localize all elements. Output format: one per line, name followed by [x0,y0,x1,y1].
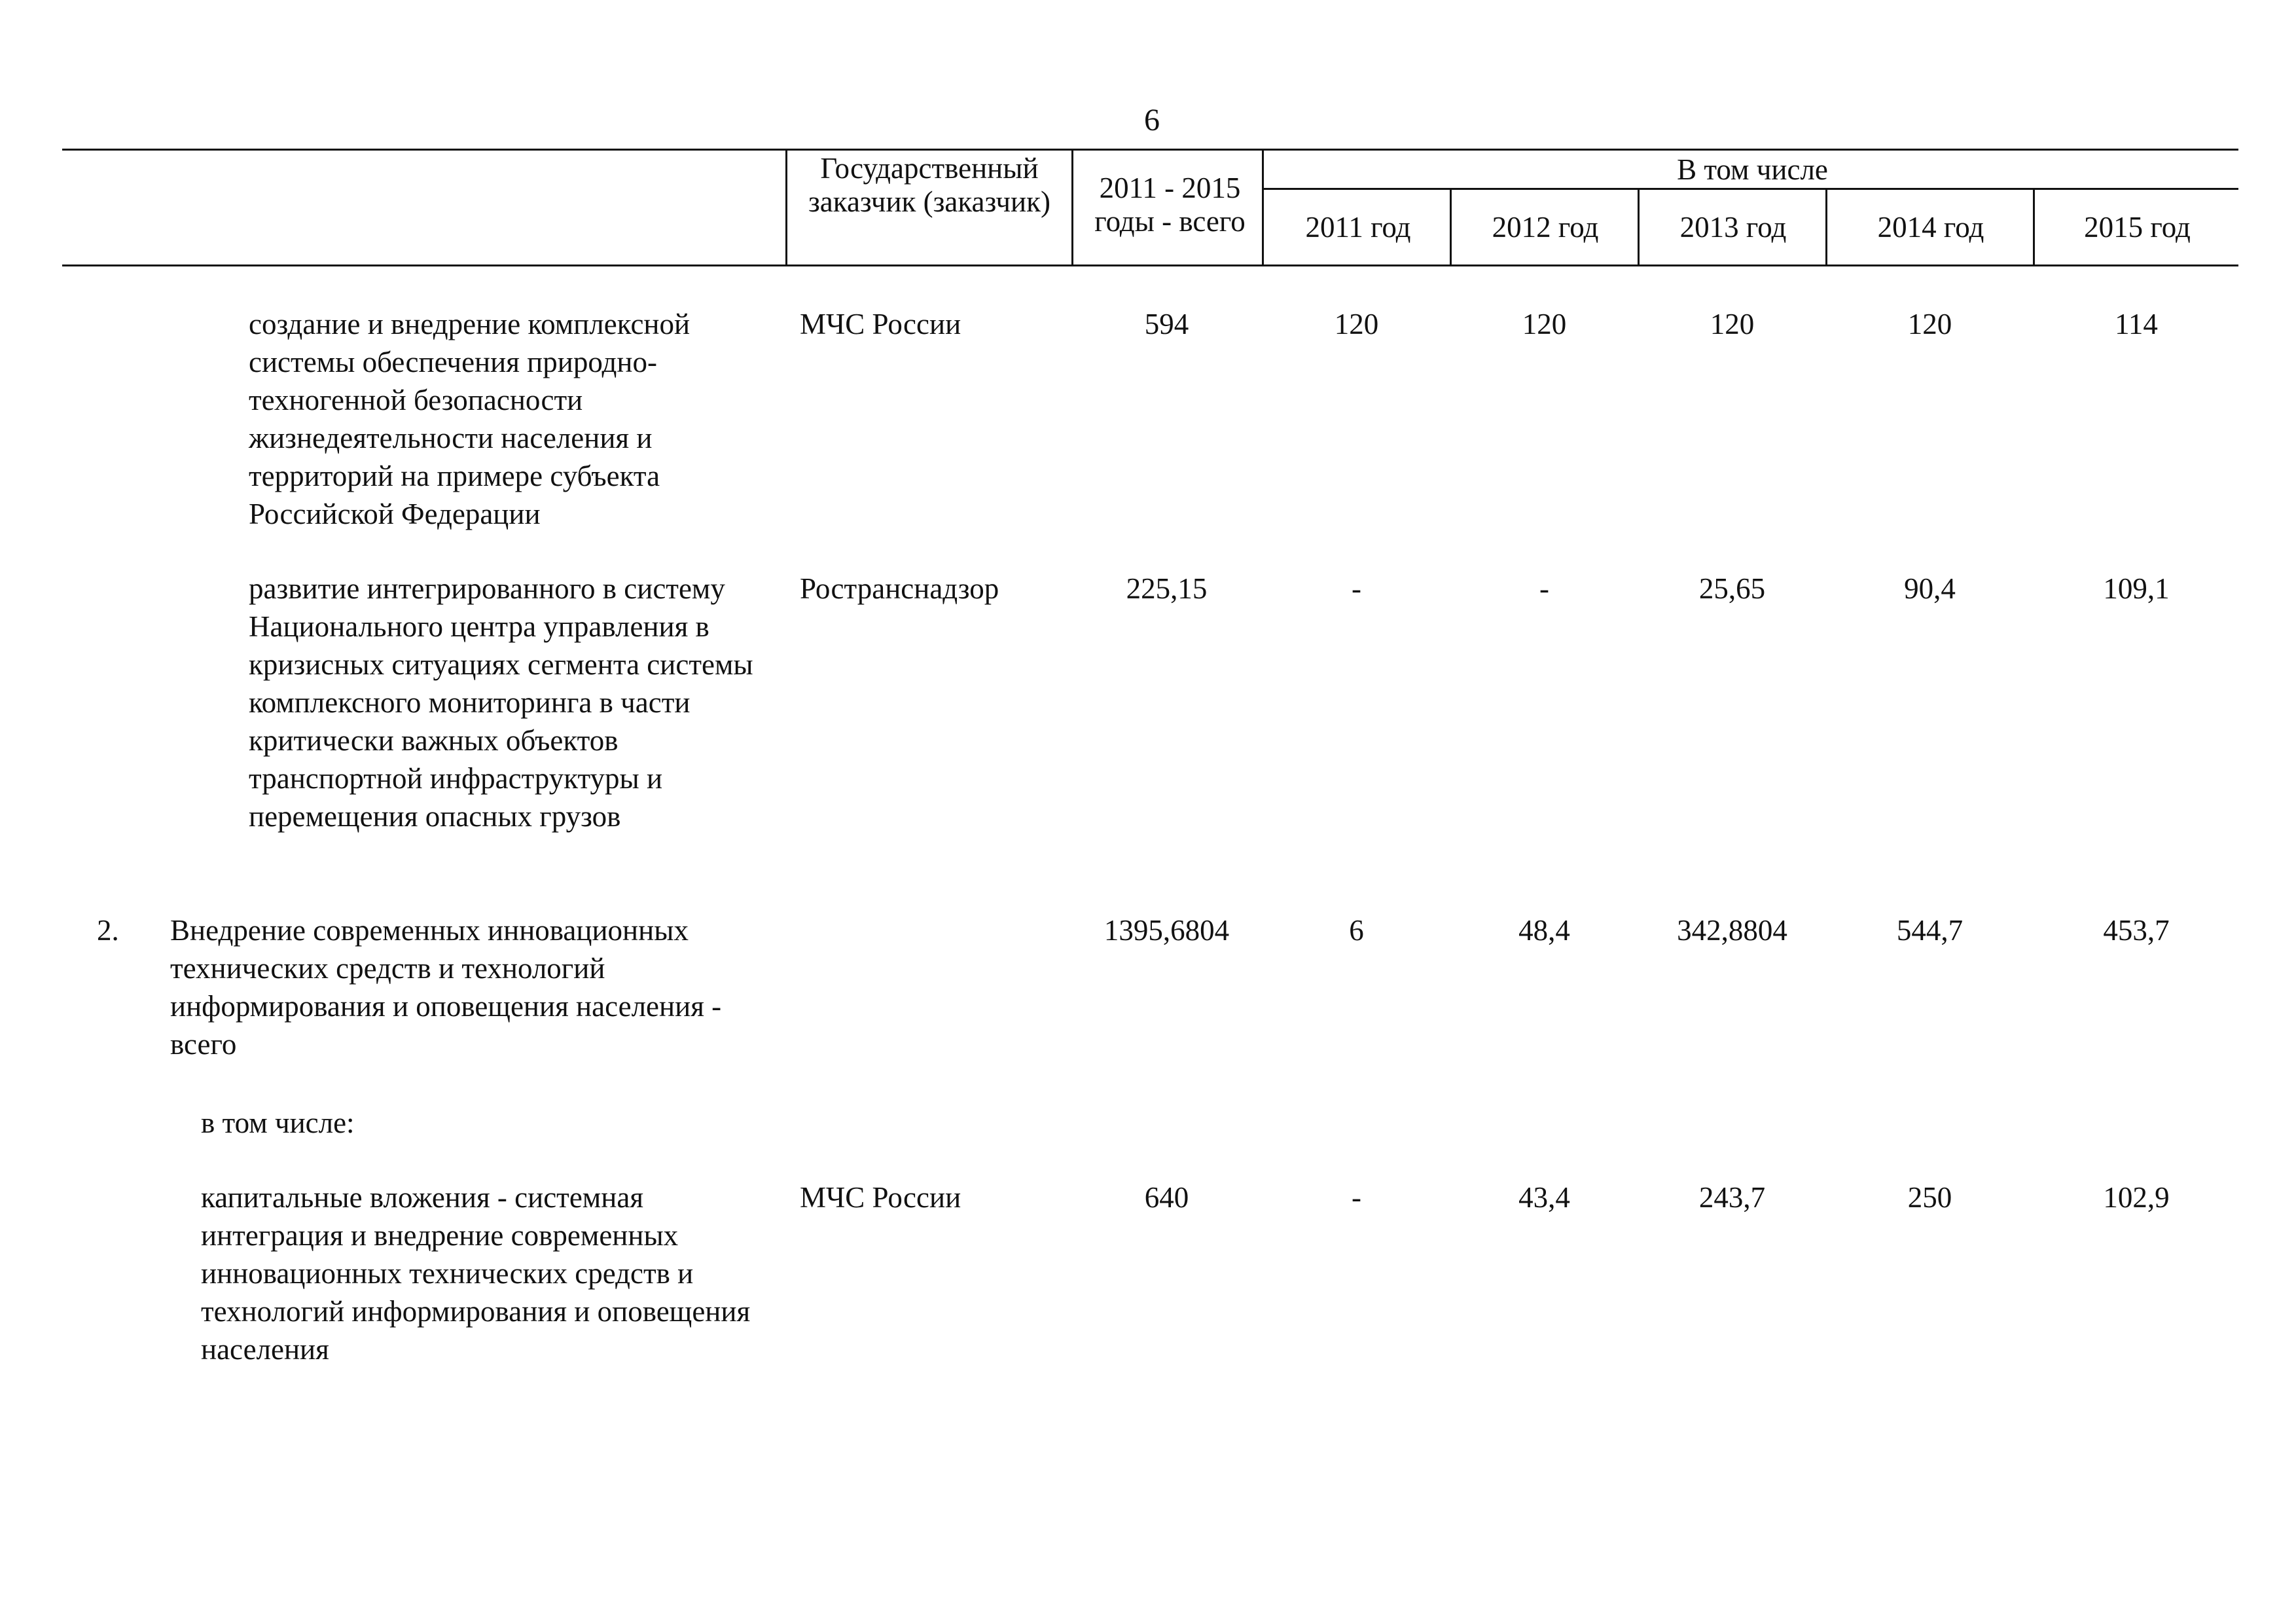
header-year-2011: 2011 год [1305,211,1411,244]
header-divider-2014 [1825,188,1827,266]
header-year-2015: 2015 год [2084,211,2191,244]
row-value-2015: 102,9 [2103,1181,2170,1214]
header-divider-customer [785,149,787,266]
header-year-2014: 2014 год [1877,211,1984,244]
row-customer: Ространснадзор [800,572,999,605]
page-number: 6 [1144,103,1160,137]
header-divider-2012 [1450,188,1452,266]
row-value-2013: 120 [1710,308,1755,340]
header-including: В том числе [1677,153,1828,186]
row-value-2011: 6 [1349,914,1364,947]
row-value-2013: 25,65 [1698,572,1766,605]
row-description: создание и внедрение комплексной системы обеспечения природно-техногенной безопасности жизнедеятельности населения и территорий на примере субъекта Российской Федерации [249,308,691,530]
row-value-2013: 342,8804 [1677,914,1787,947]
row-value-2015: 453,7 [2103,914,2170,947]
row-total: 1395,6804 [1103,914,1230,947]
row-value-2012: 120 [1522,308,1567,340]
subheader-rule [1263,188,2238,190]
header-top-rule [62,149,2238,151]
row-value-2012: 48,4 [1518,914,1570,947]
header-year-2012: 2012 год [1492,211,1599,244]
row-description: развитие интегрированного в систему Национального центра управления в кризисных ситуациях сегмента системы комплексного мониторинга в части критически важных объектов транспортной инфраструктуры и перемещения опасных грузов [249,572,753,833]
row-value-2012: - [1539,572,1549,605]
row-value-2011: - [1352,1181,1361,1214]
header-year-2013: 2013 год [1679,211,1787,244]
row-description: Внедрение современных инновационных технических средств и технологий информирования и оповещения населения - всего [170,914,722,1061]
header-customer: Государственный заказчик (заказчик) [808,152,1050,218]
row-total: 594 [1144,308,1189,340]
row-total: 225,15 [1126,572,1208,605]
header-divider-2013 [1638,188,1640,266]
row-value-2013: 243,7 [1698,1181,1766,1214]
row-number: 2. [97,914,119,947]
header-divider-total [1071,149,1073,266]
row-value-2011: - [1352,572,1361,605]
row-value-2012: 43,4 [1518,1181,1570,1214]
row-value-2015: 109,1 [2103,572,2170,605]
header-divider-2015 [2033,188,2035,266]
row-customer: МЧС России [800,308,961,340]
row-total: 640 [1144,1181,1189,1214]
row-description: капитальные вложения - системная интеграция и внедрение современных инновационных технических средств и технологий информирования и оповещения населения [201,1181,751,1366]
row-customer: МЧС России [800,1181,961,1214]
row-value-2014: 250 [1907,1181,1952,1214]
row-value-2014: 90,4 [1904,572,1956,605]
row-description: в том числе: [201,1106,355,1139]
row-value-2011: 120 [1334,308,1379,340]
row-value-2014: 120 [1907,308,1952,340]
header-bottom-rule [62,264,2238,266]
row-value-2014: 544,7 [1896,914,1964,947]
header-total: 2011 - 2015 годы - всего [1094,172,1246,238]
row-value-2015: 114 [2115,308,2158,340]
